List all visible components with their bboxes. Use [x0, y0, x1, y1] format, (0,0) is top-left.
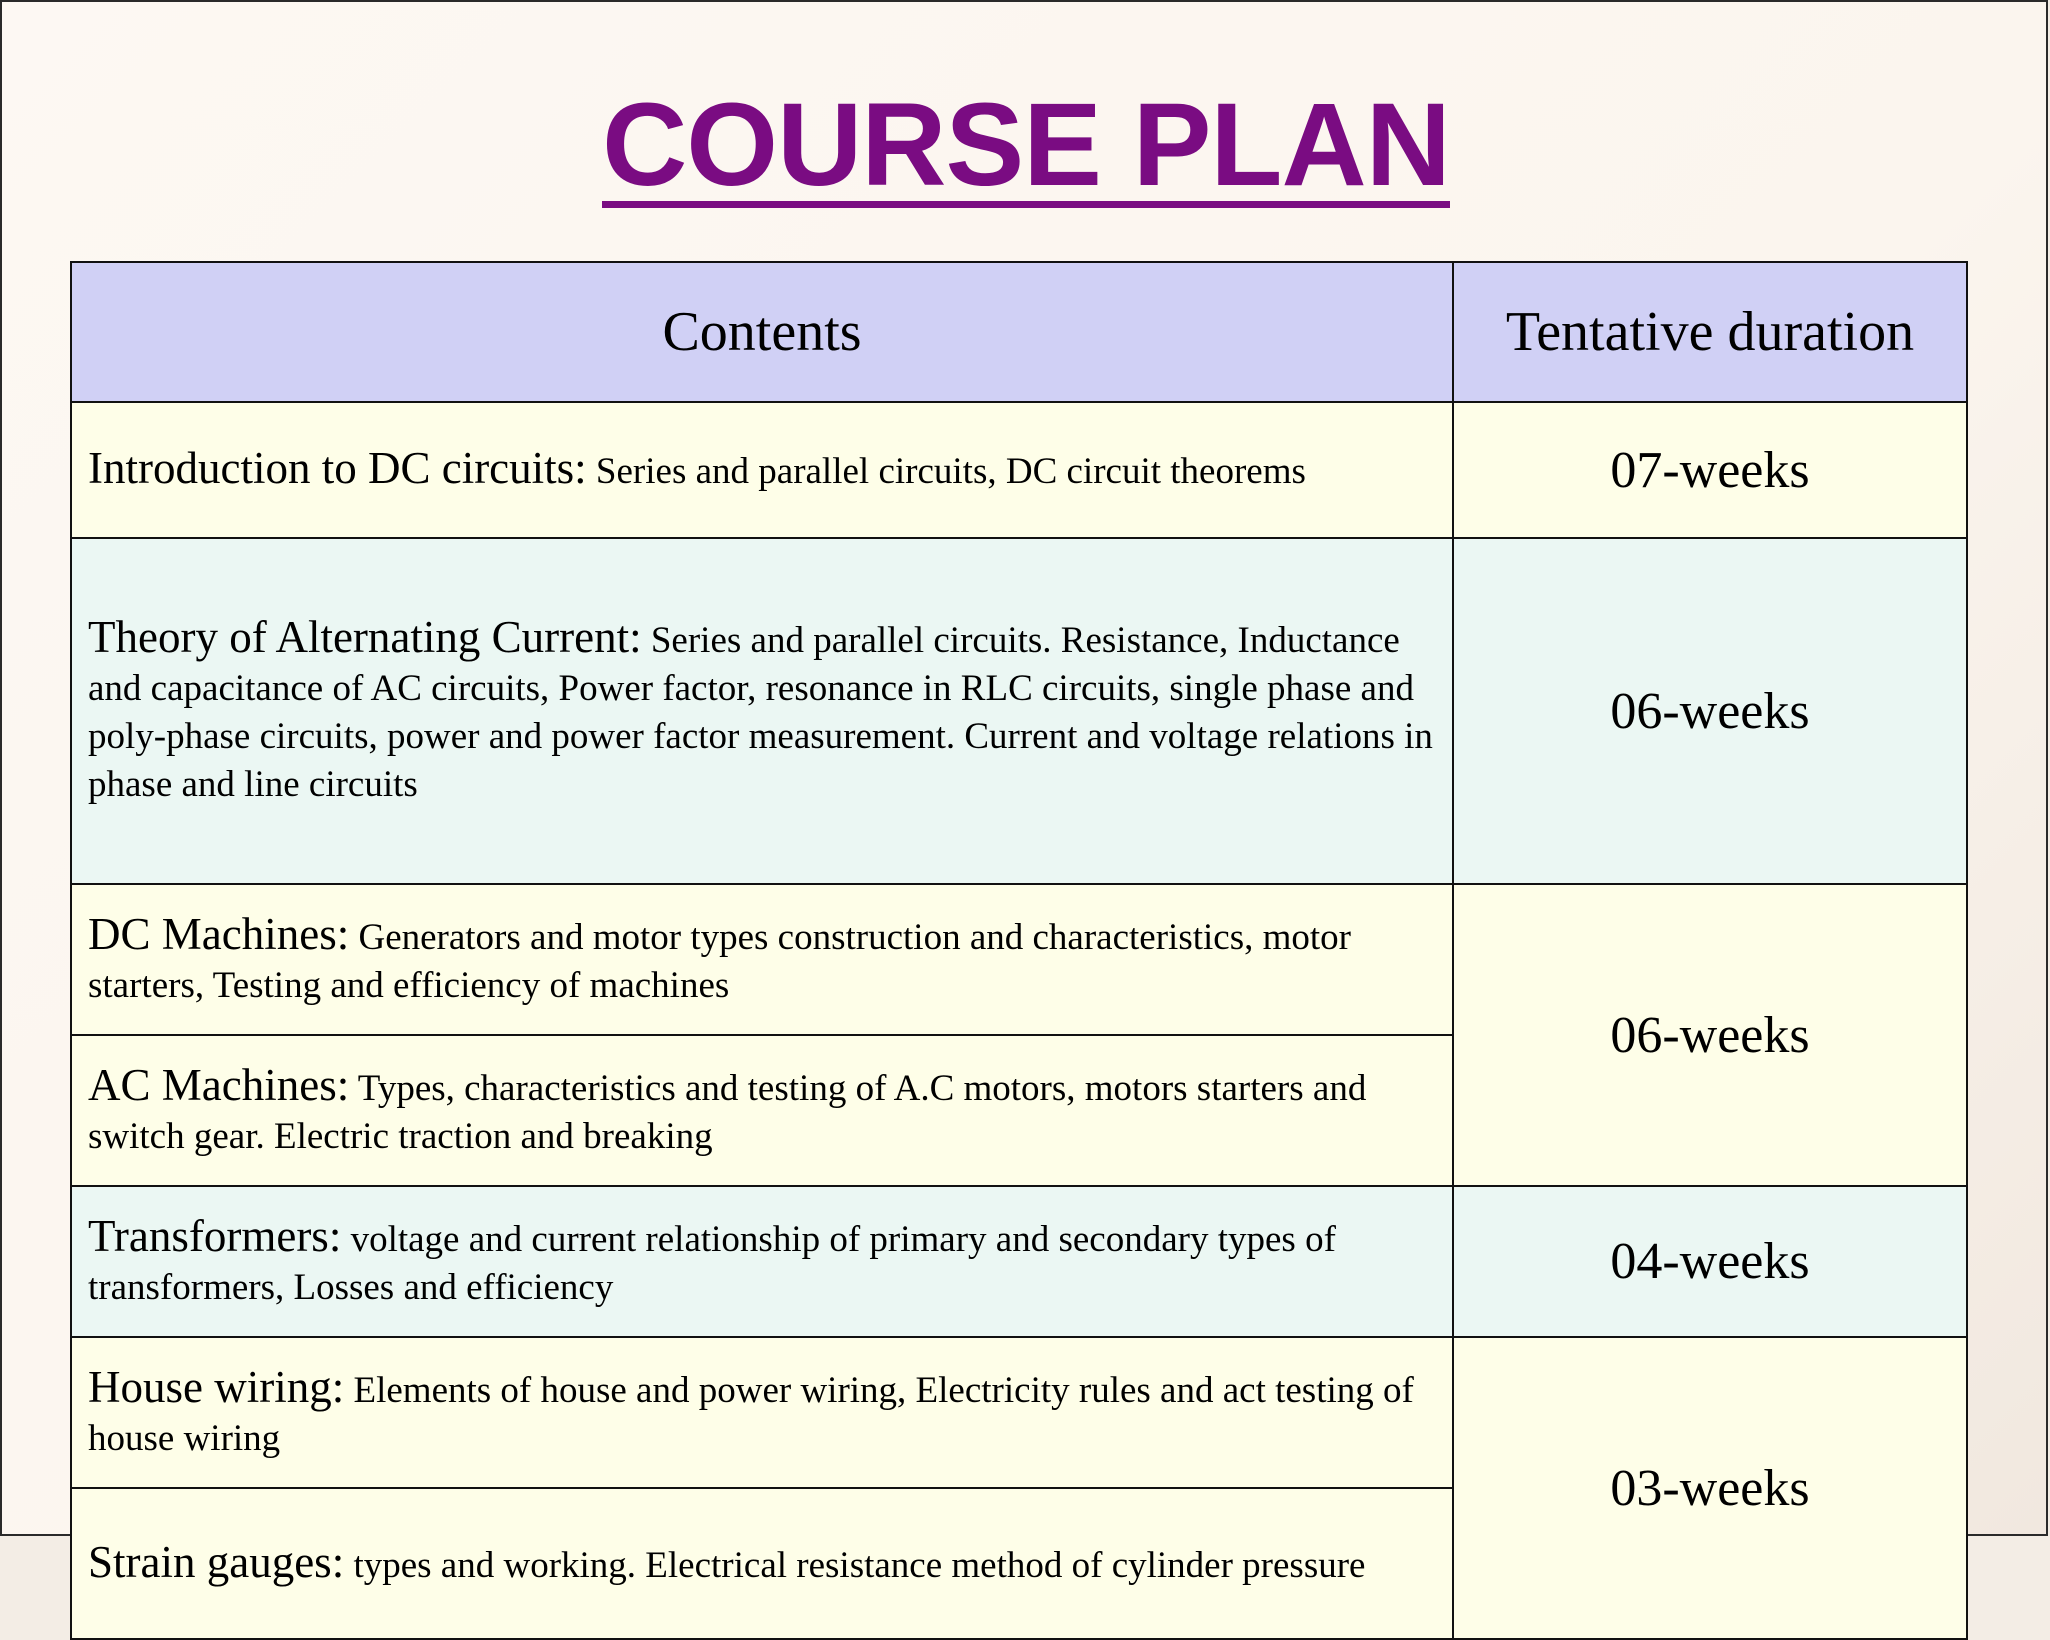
topic-title: Introduction to DC circuits:: [88, 443, 587, 493]
topic-title: DC Machines:: [88, 908, 350, 959]
content-cell: [71, 884, 1453, 1035]
topic-title: AC Machines:: [88, 1059, 350, 1110]
topic-details: Elements of house and power wiring, Electricity rules and act testing of house wiring: [88, 1369, 1414, 1459]
duration-cell: 07-weeks: [1453, 402, 1967, 538]
table-row: [71, 1186, 1967, 1337]
topic-details: Series and parallel circuits, DC circuit theorems: [586, 451, 1306, 492]
topic-details: Series and parallel circuits. Resistance, Inductance and capacitance of AC circuits, Power factor, resonance in RLC circuits, single phase and poly-phase circuits, power and power factor measurement. Current and voltage relations in phase and line circuits: [88, 620, 1433, 805]
table-row: [71, 1337, 1967, 1488]
content-cell: [71, 402, 1453, 538]
title-text: COURSE PLAN: [602, 79, 1450, 211]
topic-title: Transformers:: [88, 1210, 342, 1261]
duration-cell: 03-weeks: [1453, 1337, 1967, 1639]
topic-details: types and working. Electrical resistance method of cylinder pressure: [344, 1544, 1366, 1586]
content-cell: [71, 1488, 1453, 1639]
topic-details: Types, characteristics and testing of A.C motors, motors starters and switch gear. Electric traction and breaking: [88, 1067, 1367, 1157]
page-title: [2, 80, 2050, 210]
table-row: [71, 538, 1967, 884]
content-cell: [71, 1337, 1453, 1488]
table-row: [71, 884, 1967, 1035]
topic-title: Strain gauges:: [88, 1536, 345, 1587]
content-cell: [71, 538, 1453, 884]
content-cell: [71, 1186, 1453, 1337]
topic-details: voltage and current relationship of primary and secondary types of transformers, Losses and efficiency: [88, 1218, 1336, 1308]
contents-header: Contents: [71, 262, 1453, 402]
duration-cell: 04-weeks: [1453, 1186, 1967, 1337]
topic-title: Theory of Alternating Current:: [88, 612, 642, 662]
content-cell: [71, 1035, 1453, 1186]
duration-cell: 06-weeks: [1453, 538, 1967, 884]
table-header-row: [71, 262, 1967, 402]
topic-details: Generators and motor types construction and characteristics, motor starters, Testing and efficiency of machines: [88, 916, 1351, 1006]
topic-title: House wiring:: [88, 1361, 345, 1412]
duration-header: Tentative duration: [1453, 262, 1967, 402]
course-plan-table: [70, 261, 1968, 1640]
table-row: [71, 402, 1967, 538]
duration-cell: 06-weeks: [1453, 884, 1967, 1186]
